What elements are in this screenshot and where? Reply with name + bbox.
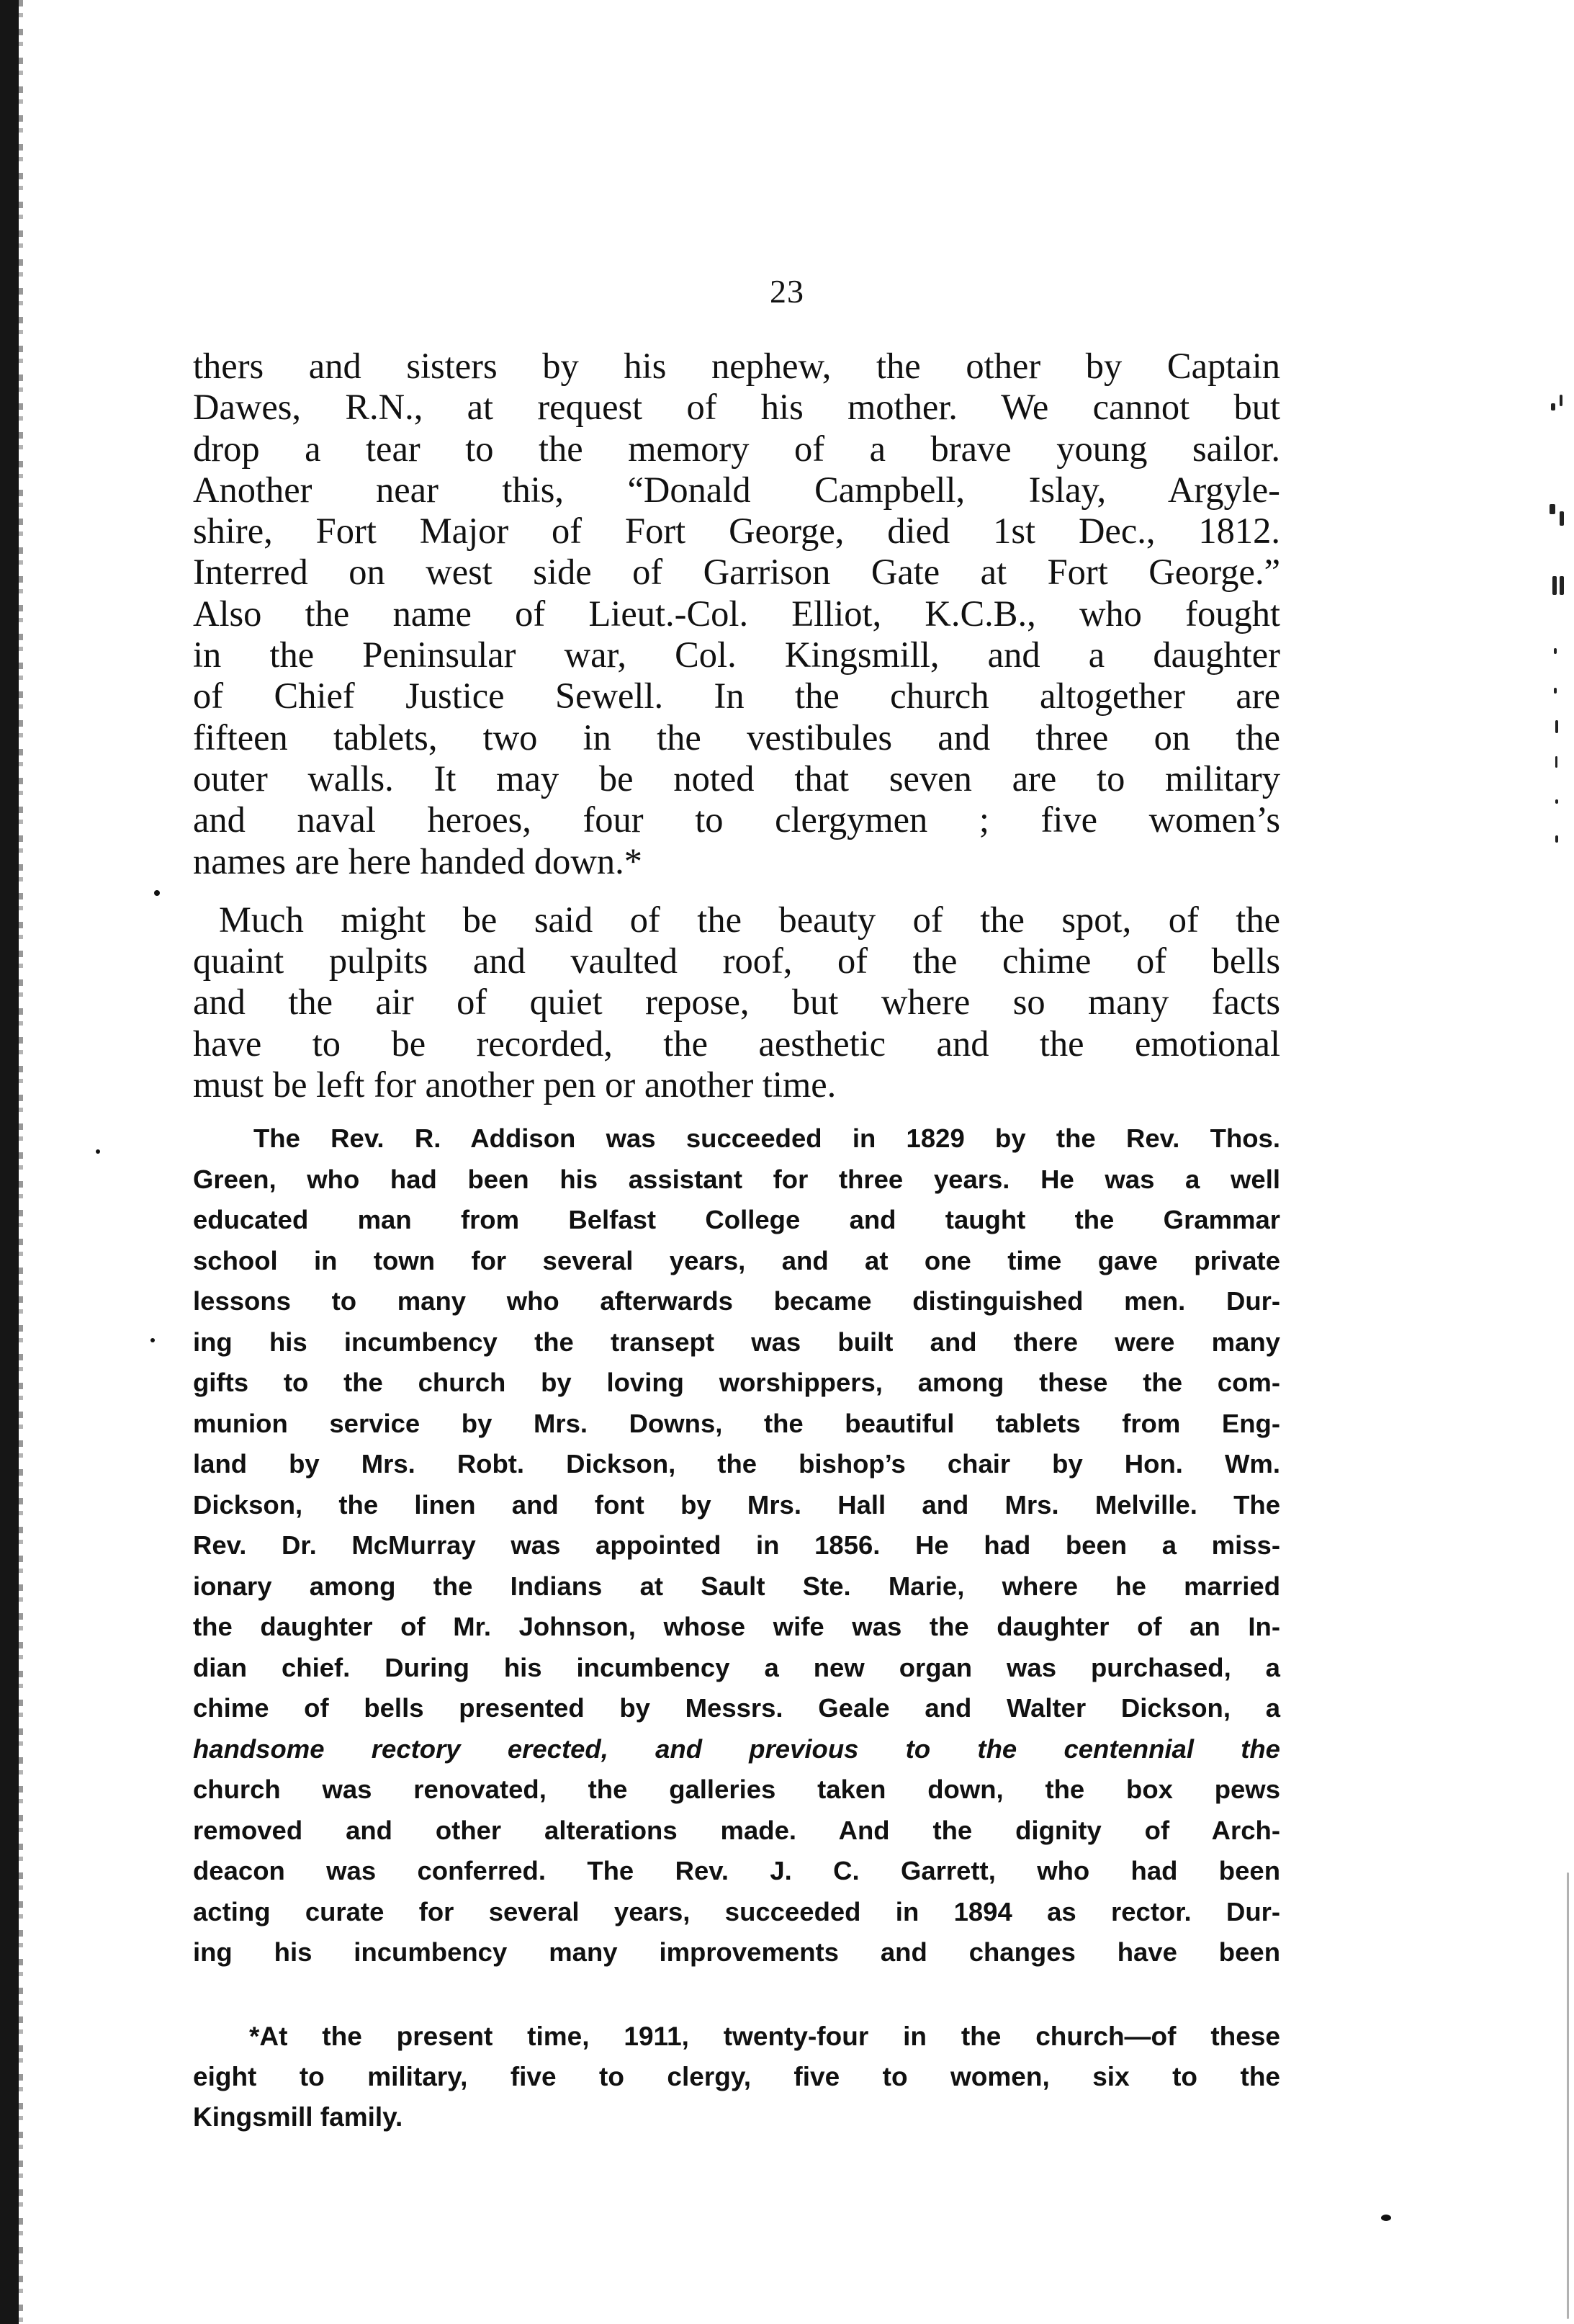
text-line: school in town for several years, and at one time gave private <box>193 1245 1280 1275</box>
text-line: handsome rectory erected, and previous to the centennial the <box>193 1733 1280 1764</box>
text-line: lessons to many who afterwards became distinguished men. Dur- <box>193 1286 1280 1316</box>
main-text <box>193 346 1280 1973</box>
text-line: thers and sisters by his nephew, the other by Captain <box>193 346 1280 386</box>
scan-binding-texture <box>19 0 23 2324</box>
page-number: 23 <box>770 273 804 310</box>
paragraph-beauty <box>193 899 1280 1105</box>
text-line: educated man from Belfast College and taught the Grammar <box>193 1205 1280 1235</box>
text-line: land by Mrs. Robt. Dickson, the bishop’s chair by Hon. Wm. <box>193 1449 1280 1479</box>
text-line: Green, who had been his assistant for three years. He was a well <box>193 1164 1280 1194</box>
scan-speck <box>150 1338 155 1342</box>
text-line: the daughter of Mr. Johnson, whose wife was the daughter of an In- <box>193 1612 1280 1642</box>
text-line: ing his incumbency many improvements and changes have been <box>193 1937 1280 1968</box>
text-line: of Chief Justice Sewell. In the church altogether are <box>193 676 1280 717</box>
scan-right-margin-specks <box>1545 0 1574 2324</box>
text-line: *At the present time, 1911, twenty-four in the church—of these <box>249 2022 1280 2051</box>
text-line: in the Peninsular war, Col. Kingsmill, and a daughter <box>193 634 1280 676</box>
text-line: deacon was conferred. The Rev. J. C. Garrett, who had been <box>193 1856 1280 1886</box>
text-line: The Rev. R. Addison was succeeded in 1829 by the Rev. Thos. <box>253 1123 1280 1154</box>
scan-speck <box>96 1149 100 1154</box>
text-line: eight to military, five to clergy, five to women, six to the <box>193 2062 1280 2091</box>
text-line: Rev. Dr. McMurray was appointed in 1856. He had been a miss- <box>193 1530 1280 1561</box>
text-line: gifts to the church by loving worshippers, among these the com- <box>193 1368 1280 1398</box>
text-line: and naval heroes, four to clergymen ; five women’s <box>193 799 1280 840</box>
scan-speck <box>154 890 160 896</box>
text-line: have to be recorded, the aesthetic and the emotional <box>193 1023 1280 1064</box>
text-line: Another near this, “Donald Campbell, Islay, Argyle- <box>193 469 1280 510</box>
text-line: and the air of quiet repose, but where so many facts <box>193 982 1280 1023</box>
text-line: ing his incumbency the transept was built and there were many <box>193 1327 1280 1357</box>
text-line: outer walls. It may be noted that seven are to military <box>193 758 1280 799</box>
text-line: acting curate for several years, succeeded in 1894 as rector. Dur- <box>193 1896 1280 1926</box>
text-line: drop a tear to the memory of a brave young sailor. <box>193 428 1280 469</box>
text-line: Also the name of Lieut.-Col. Elliot, K.C.B., who fought <box>193 593 1280 634</box>
text-line: shire, Fort Major of Fort George, died 1st Dec., 1812. <box>193 511 1280 552</box>
text-line: munion service by Mrs. Downs, the beautiful tablets from Eng- <box>193 1408 1280 1438</box>
text-line: chime of bells presented by Messrs. Geale and Walter Dickson, a <box>193 1693 1280 1723</box>
text-line: Interred on west side of Garrison Gate at Fort George.” <box>193 552 1280 593</box>
paragraph-rectors <box>193 1118 1280 1973</box>
text-line: quaint pulpits and vaulted roof, of the chime of bells <box>193 941 1280 982</box>
footnote-text <box>193 2016 1280 2137</box>
text-line: church was renovated, the galleries taken down, the box pews <box>193 1775 1280 1805</box>
text-line: removed and other alterations made. And the dignity of Arch- <box>193 1815 1280 1845</box>
text-line: dian chief. During his incumbency a new organ was purchased, a <box>193 1652 1280 1682</box>
paragraph-tablets <box>193 346 1280 882</box>
text-line: Dawes, R.N., at request of his mother. We cannot but <box>193 387 1280 428</box>
text-line: Kingsmill family. <box>193 2102 403 2132</box>
scan-speck <box>1381 2215 1391 2221</box>
text-line: fifteen tablets, two in the vestibules and three on the <box>193 717 1280 758</box>
scan-binding-edge <box>0 0 19 2324</box>
text-line: ionary among the Indians at Sault Ste. Marie, where he married <box>193 1571 1280 1601</box>
text-line: Much might be said of the beauty of the spot, of the <box>219 899 1280 940</box>
text-line: must be left for another pen or another time. <box>193 1064 837 1105</box>
text-line: names are here handed down.* <box>193 840 642 881</box>
footnote <box>193 2016 1280 2137</box>
text-line: Dickson, the linen and font by Mrs. Hall and Mrs. Melville. The <box>193 1489 1280 1520</box>
